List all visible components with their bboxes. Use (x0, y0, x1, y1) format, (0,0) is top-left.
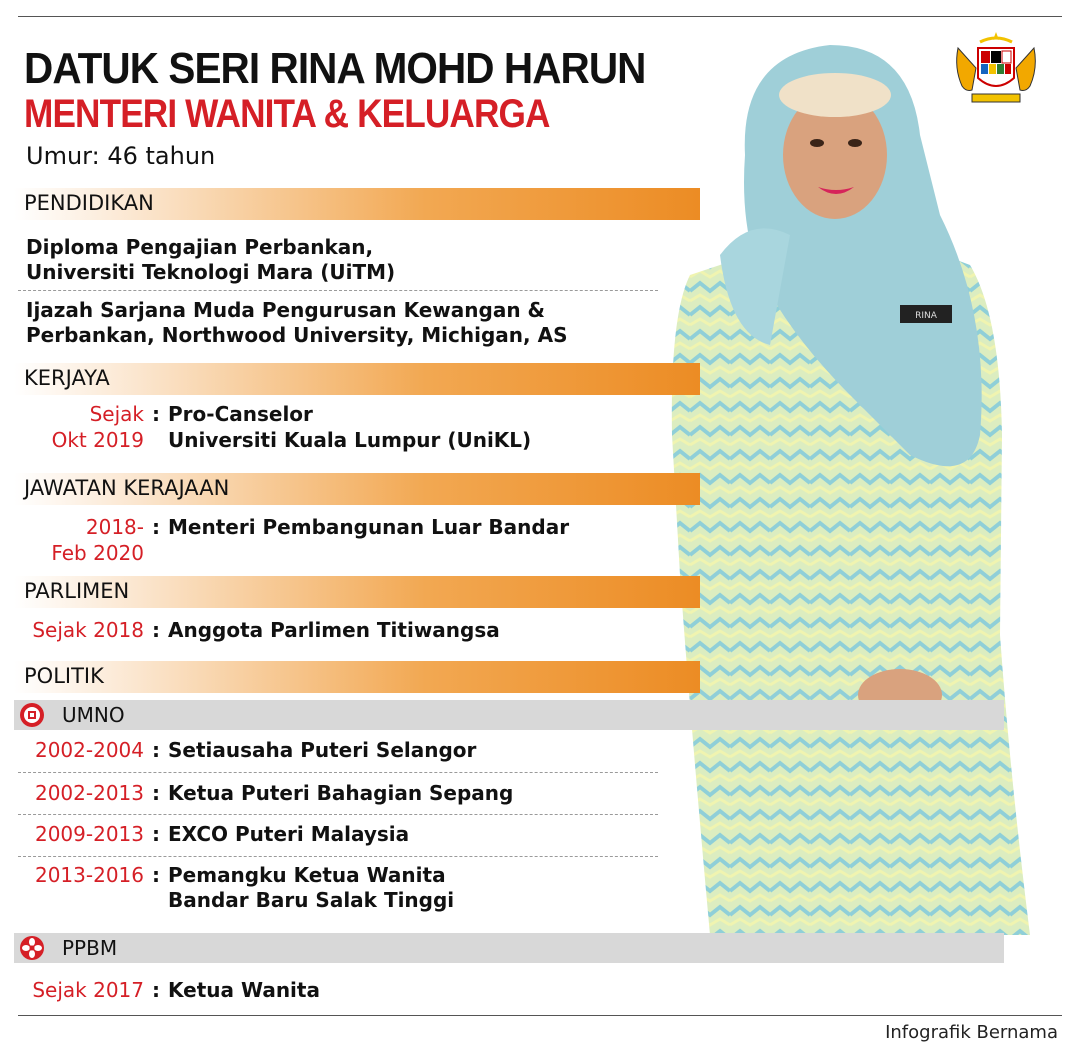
credit-text: Infografik Bernama (885, 1022, 1058, 1043)
date-label: Okt 2019 (51, 428, 144, 452)
section-header-politik (14, 661, 700, 693)
page-title: DATUK SERI RINA MOHD HARUN (24, 44, 646, 93)
government-line: Menteri Pembangunan Luar Bandar (168, 515, 570, 539)
date-label: Sejak (89, 402, 144, 426)
divider (18, 290, 658, 291)
party-name: UMNO (62, 703, 125, 727)
party-bar-umno (14, 700, 1004, 730)
divider (18, 814, 658, 815)
date-label: 2018- (85, 515, 144, 539)
party-name: PPBM (62, 936, 118, 960)
portrait-image (650, 15, 1040, 935)
colon: : (152, 781, 160, 805)
education-line: Perbankan, Northwood University, Michigan, AS (26, 323, 568, 347)
date-label: 2002-2013 (34, 781, 144, 805)
age-text: Umur: 46 tahun (26, 142, 216, 170)
colon: : (152, 738, 160, 762)
section-title: KERJAYA (24, 366, 110, 390)
bottom-rule (18, 1015, 1062, 1016)
date-label: Sejak 2017 (32, 978, 144, 1002)
section-header-kerjaya (14, 363, 700, 395)
politics-line: Pemangku Ketua Wanita (168, 863, 446, 887)
party-bar-ppbm (14, 933, 1004, 963)
section-header-jawatan (14, 473, 700, 505)
politics-line: EXCO Puteri Malaysia (168, 822, 410, 846)
parliament-line: Anggota Parlimen Titiwangsa (168, 618, 500, 642)
career-line: Universiti Kuala Lumpur (UniKL) (168, 428, 532, 452)
education-line: Ijazah Sarjana Muda Pengurusan Kewangan & (26, 298, 545, 322)
politics-line: Ketua Puteri Bahagian Sepang (168, 781, 514, 805)
politics-line: Setiausaha Puteri Selangor (168, 738, 477, 762)
date-label: 2009-2013 (34, 822, 144, 846)
date-label: 2013-2016 (34, 863, 144, 887)
colon: : (152, 822, 160, 846)
section-title: POLITIK (24, 664, 104, 688)
section-title: PARLIMEN (24, 579, 130, 603)
date-label: Feb 2020 (51, 541, 144, 565)
position-title: MENTERI WANITA & KELUARGA (24, 92, 550, 136)
name-badge: RINA (915, 311, 937, 321)
section-header-parlimen (14, 576, 700, 608)
education-line: Universiti Teknologi Mara (UiTM) (26, 260, 396, 284)
section-title: PENDIDIKAN (24, 191, 154, 215)
education-line: Diploma Pengajian Perbankan, (26, 235, 374, 259)
divider (18, 856, 658, 857)
career-line: Pro-Canselor (168, 402, 313, 426)
section-title: JAWATAN KERAJAAN (24, 476, 230, 500)
ppbm-flower-logo-icon (19, 935, 45, 961)
politics-line: Ketua Wanita (168, 978, 320, 1002)
date-label: 2002-2004 (34, 738, 144, 762)
section-header-pendidikan (14, 188, 700, 220)
date-label: Sejak 2018 (32, 618, 144, 642)
colon: : (152, 618, 160, 642)
colon: : (152, 515, 160, 539)
colon: : (152, 978, 160, 1002)
colon: : (152, 402, 160, 426)
colon: : (152, 863, 160, 887)
umno-logo-icon (19, 702, 45, 728)
politics-line: Bandar Baru Salak Tinggi (168, 888, 455, 912)
divider (18, 772, 658, 773)
